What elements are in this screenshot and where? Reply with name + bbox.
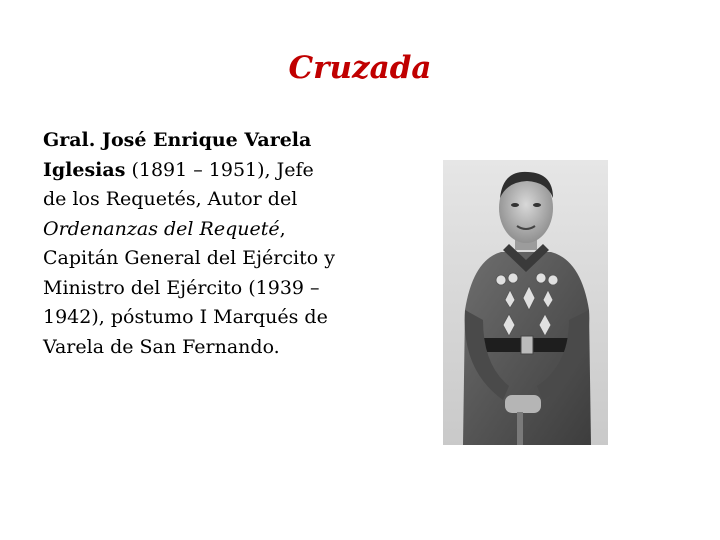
slide-title-text: Cruzada — [288, 50, 432, 86]
biography-text — [43, 126, 343, 362]
biography-text-part-2: , Capitán General del Ejército y Ministro del Ejército (1939 – 1942), póstumo I Marqués de Varela de San Fernando. — [43, 217, 335, 358]
slide-title — [0, 48, 720, 88]
ordinances-title: Ordenanzas del Requeté — [43, 217, 280, 240]
portrait-photo — [443, 160, 608, 445]
portrait-image — [443, 160, 608, 445]
biography-text-part-1: (1891 – 1951), Jefe de los Requetés, Autor del — [43, 158, 314, 210]
person-name: Gral. José Enrique Varela Iglesias — [43, 129, 312, 181]
